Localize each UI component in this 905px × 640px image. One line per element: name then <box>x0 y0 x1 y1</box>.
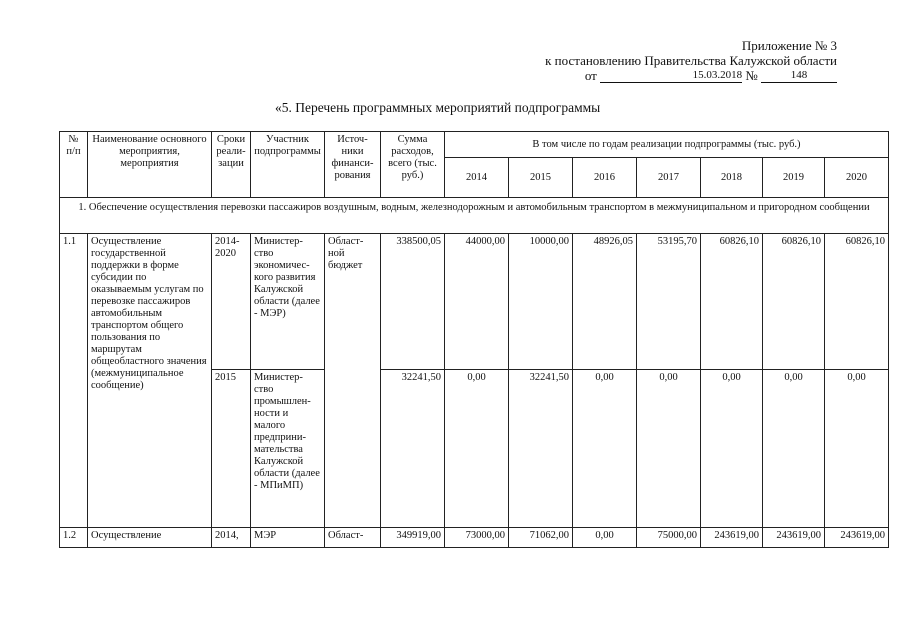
row-participant: Министер-ство экономичес-кого развития Калужской области (далее - МЭР) <box>251 234 325 370</box>
decree-number: 148 <box>761 68 837 83</box>
value-cell: 75000,00 <box>637 528 701 548</box>
row-source: Област- <box>325 528 381 548</box>
decree-date-line <box>545 68 837 83</box>
col-num: № п/п <box>60 132 88 198</box>
row-participant: Министер-ство промышлен-ности и малого предприни-мательства Калужской области (далее - МПиМП) <box>251 370 325 528</box>
value-cell: 0,00 <box>763 370 825 528</box>
value-cell: 0,00 <box>825 370 889 528</box>
value-cell: 0,00 <box>637 370 701 528</box>
section-title: 1. Обеспечение осуществления перевозки пассажиров воздушным, водным, железнодорожным и автомобильным транспортом в межмуниципальном и пригородном сообщении <box>60 198 889 234</box>
table-row <box>60 234 889 370</box>
row-source: Област-ной бюджет <box>325 234 381 528</box>
year-cell: 2016 <box>573 158 637 198</box>
appendix-number: Приложение № 3 <box>741 38 837 53</box>
value-cell: 48926,05 <box>573 234 637 370</box>
row-num: 1.2 <box>60 528 88 548</box>
row-num: 1.1 <box>60 234 88 528</box>
value-cell: 71062,00 <box>509 528 573 548</box>
year-cell: 2018 <box>701 158 763 198</box>
value-cell: 32241,50 <box>509 370 573 528</box>
col-terms: Сроки реали-зации <box>212 132 251 198</box>
row-sum: 338500,05 <box>381 234 445 370</box>
value-cell: 0,00 <box>701 370 763 528</box>
decree-date: 15.03.2018 <box>600 68 742 83</box>
value-cell: 243619,00 <box>825 528 889 548</box>
col-by-years: В том числе по годам реализации подпрограммы (тыс. руб.) <box>445 132 889 158</box>
year-cell: 2020 <box>825 158 889 198</box>
value-cell: 243619,00 <box>701 528 763 548</box>
value-cell: 44000,00 <box>445 234 509 370</box>
value-cell: 0,00 <box>573 370 637 528</box>
value-cell: 53195,70 <box>637 234 701 370</box>
value-cell: 60826,10 <box>701 234 763 370</box>
row-participant: МЭР <box>251 528 325 548</box>
row-name: Осуществление <box>88 528 212 548</box>
row-terms: 2015 <box>212 370 251 528</box>
from-label: от <box>584 68 597 83</box>
row-sum: 32241,50 <box>381 370 445 528</box>
table-row <box>60 528 889 548</box>
value-cell: 0,00 <box>445 370 509 528</box>
year-cell: 2017 <box>637 158 701 198</box>
col-sum: Сумма расходов, всего (тыс. руб.) <box>381 132 445 198</box>
number-label: № <box>745 68 758 83</box>
col-source: Источ-ники финанси-рования <box>325 132 381 198</box>
value-cell: 60826,10 <box>763 234 825 370</box>
year-cell: 2014 <box>445 158 509 198</box>
value-cell: 10000,00 <box>509 234 573 370</box>
year-cell: 2019 <box>763 158 825 198</box>
value-cell: 60826,10 <box>825 234 889 370</box>
measures-table <box>59 131 889 548</box>
year-cell: 2015 <box>509 158 573 198</box>
section-row <box>60 198 889 234</box>
value-cell: 243619,00 <box>763 528 825 548</box>
col-name: Наименование основного мероприятия, мероприятия <box>88 132 212 198</box>
row-sum: 349919,00 <box>381 528 445 548</box>
value-cell: 0,00 <box>573 528 637 548</box>
row-terms: 2014-2020 <box>212 234 251 370</box>
page-title: «5. Перечень программных мероприятий подпрограммы <box>275 100 601 115</box>
row-name: Осуществление государственной поддержки в форме субсидии по оказываемым услугам по перевозке пассажиров автомобильным транспортом общего пользования по маршрутам общеобластного значения (межмуниципальное сообщение) <box>88 234 212 528</box>
appendix-decree: к постановлению Правительства Калужской области <box>545 53 837 68</box>
appendix-header <box>545 38 837 83</box>
col-participant: Участник подпрограммы <box>251 132 325 198</box>
header-row <box>60 132 889 158</box>
value-cell: 73000,00 <box>445 528 509 548</box>
row-terms: 2014, <box>212 528 251 548</box>
